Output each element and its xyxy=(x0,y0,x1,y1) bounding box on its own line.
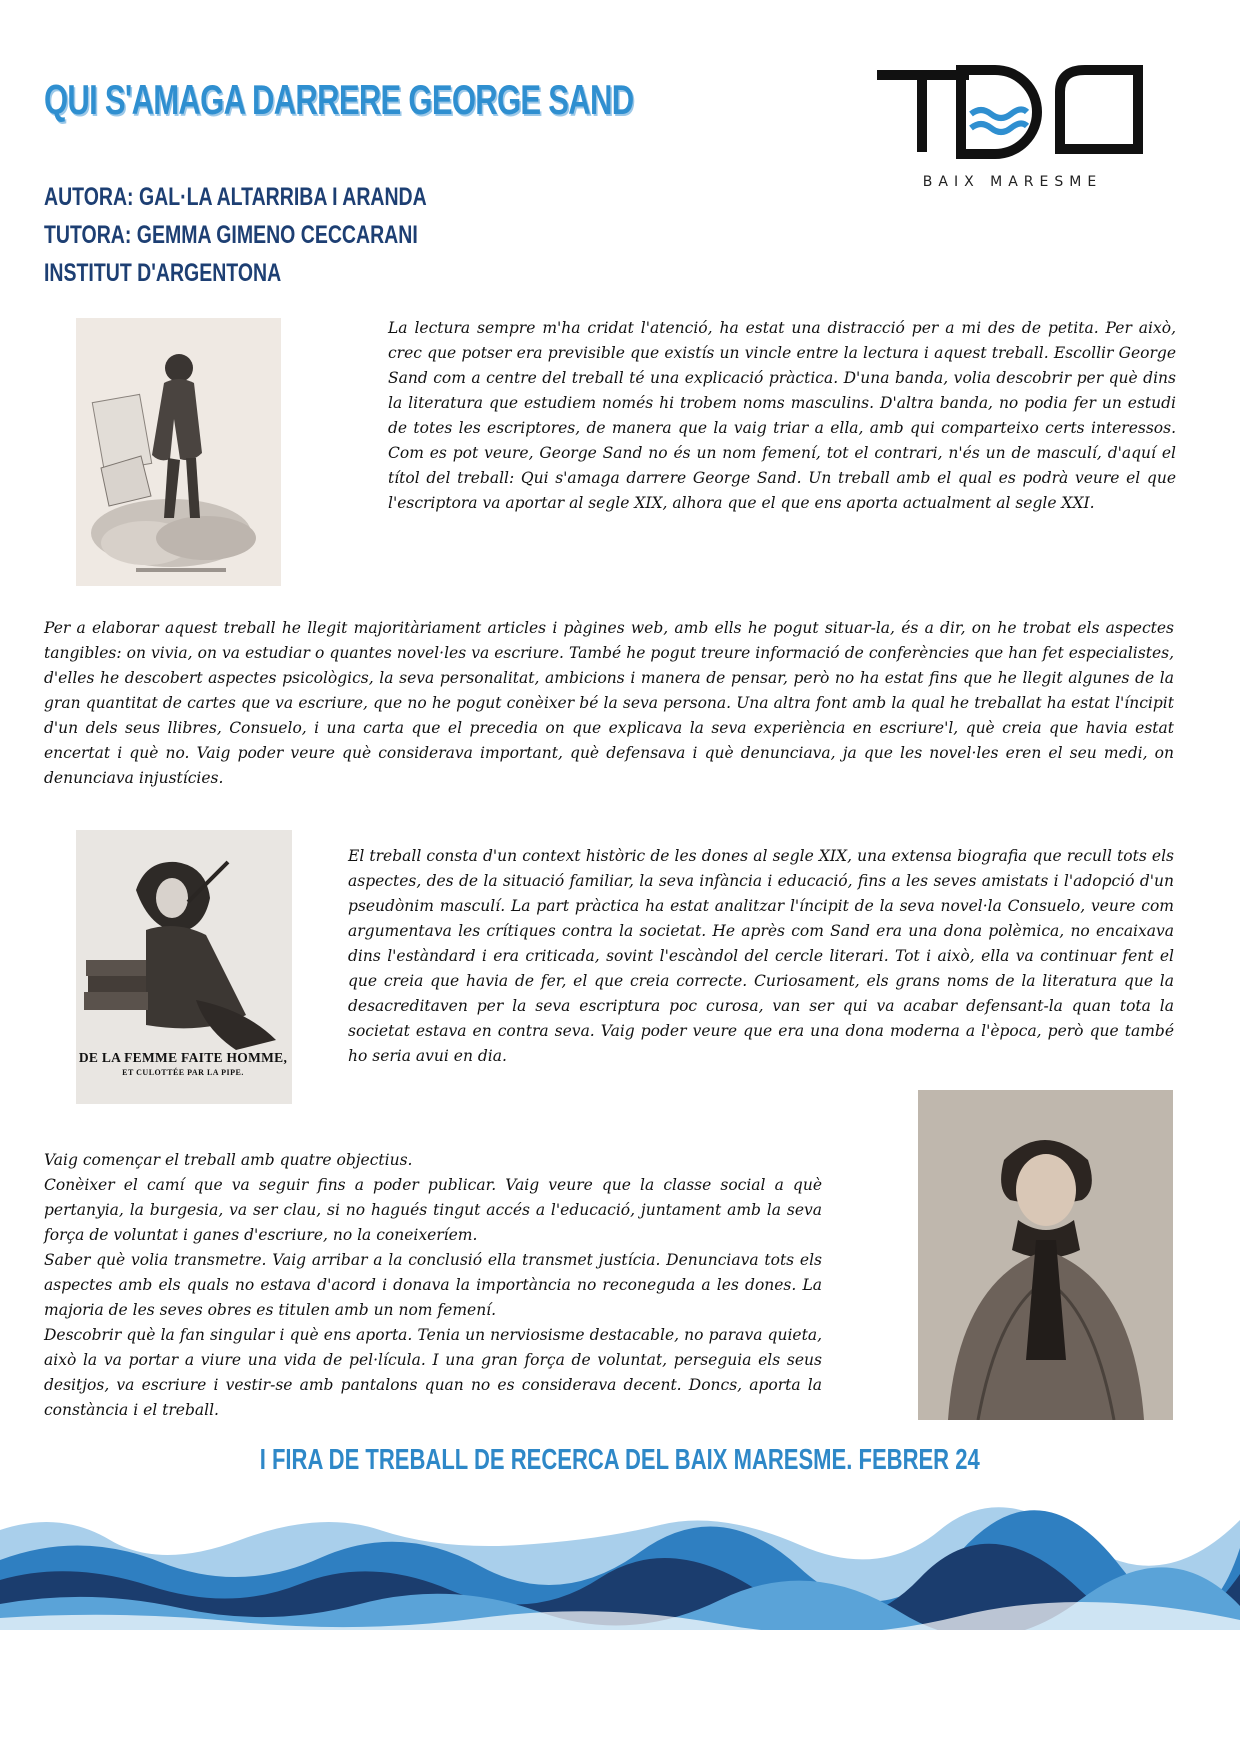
caricature-caption-sub: ET CULOTTÉE PAR LA PIPE. xyxy=(122,1068,244,1077)
poster-title: QUI S'AMAGA DARRERE GEORGE SAND xyxy=(44,76,634,123)
school-line: INSTITUT D'ARGENTONA xyxy=(44,259,282,287)
objective-item: Saber què volia transmetre. Vaig arribar a la conclusió ella transmet justícia. Denunciava tots els aspectes amb els quals no estava d'acord i donava la importància no reconeguda a les dones. La majoria de les seves obres es titulen amb un nom femení. xyxy=(44,1251,822,1319)
objective-item: Conèixer el camí que va seguir fins a poder publicar. Vaig veure que la classe social a què pertanyia, la burgesia, va ser clau, si no hagués tingut accés a l'educació, juntament amb la seva força de voluntat i ganes d'escriure, no la coneixeríem. xyxy=(44,1176,822,1244)
caricature-caption xyxy=(78,1050,288,1077)
structure-paragraph: El treball consta d'un context històric de les dones al segle XIX, una extensa biografia que recull tots els aspectes, des de la situació familiar, la seva infància i educació, fins a les seves amistats i l'adopció d'un pseudònim masculí. La part pràctica ha estat analitzar l'íncipit de la seva novel·la Consuelo, veure com argumentava les crítiques contra la societat. He après com Sand era una dona polèmica, no encaixava dins l'estàndard i era criticada, sovint l'escàndol del cercle literari. Tot i això, ella va continuar fent el que creia que havia de fer, el que creia correcte. Curiosament, els grans noms de la literatura que la desacreditaven per la seva escriptura poc curosa, van ser qui va acabar defensant-la quan tota la societat estava en contra seva. Vaig poder veure que era una dona moderna a l'època, però que també ho seria avui en dia. xyxy=(348,847,1174,1065)
tutor-line: TUTORA: GEMMA GIMENO CECCARANI xyxy=(44,221,418,249)
objectives-block xyxy=(44,1148,822,1423)
footer-title xyxy=(0,1444,1240,1477)
logo-subtitle: BAIX MARESME xyxy=(922,174,1103,190)
objective-item: Descobrir què la fan singular i què ens aporta. Tenia un nerviosisme destacable, no parava quieta, això la va portar a viure una vida de pel·lícula. I una gran força de voluntat, perseguia els seus desitjos, va escriure i vestir-se amb pantalons quan no es considerava decent. Doncs, aporta la constància i el treball. xyxy=(44,1326,822,1419)
waves-decoration xyxy=(0,1500,1240,1630)
author-line: AUTORA: GAL·LA ALTARRIBA I ARANDA xyxy=(44,183,427,211)
credits-block xyxy=(44,178,427,292)
footer-title-text: I FIRA DE TREBALL DE RECERCA DEL BAIX MARESME. FEBRER 24 xyxy=(259,1444,981,1476)
caricature-standing-image xyxy=(76,318,281,586)
objectives-intro: Vaig començar el treball amb quatre objectius. xyxy=(44,1151,413,1169)
portrait-photo-image xyxy=(918,1090,1173,1420)
caricature-caption-main: DE LA FEMME FAITE HOMME, xyxy=(78,1050,288,1065)
intro-paragraph: La lectura sempre m'ha cridat l'atenció, ha estat una distracció per a mi des de petita. Per això, crec que potser era previsible que existís un vincle entre la lectura i aquest treball. Escollir George Sand com a centre del treball té una explicació pràctica. D'una banda, volia descobrir per què dins la literatura que estudiem només hi trobem noms masculins. D'altra banda, no podia fer un estudi de totes les escriptores, de manera que la vaig triar a ella, amb qui comparteixo certs interessos. Com es pot veure, George Sand no és un nom femení, tot el contrari, n'és un de masculí, d'aquí el títol del treball: Qui s'amaga darrere George Sand. Un treball amb el qual es podrà veure el que l'escriptora va aportar al segle XIX, alhora que el que ens aporta actualment al segle XXI. xyxy=(388,319,1176,512)
method-paragraph: Per a elaborar aquest treball he llegit majoritàriament articles i pàgines web, amb ells he pogut situar-la, és a dir, on he trobat els aspectes tangibles: on vivia, on va estudiar o quantes novel·les va escriure. També he pogut treure informació de conferències que han fet especialistes, d'elles he descobert aspectes psicològics, la seva personalitat, ambicions i manera de pensar, però no ha estat fins que he llegit algunes de la gran quantitat de cartes que va escriure, que no he pogut conèixer bé la seva persona. Una altra font amb la qual he treballat ha estat l'íncipit d'un dels seus llibres, Consuelo, i una carta que el precedia on que explicava la seva experiència en escriure'l, què creia que havia estat encertat i què no. Vaig poder veure què considerava important, què defensava i què denunciava, ja que les novel·les eren el seu medi, on denunciava injustícies. xyxy=(44,619,1174,787)
